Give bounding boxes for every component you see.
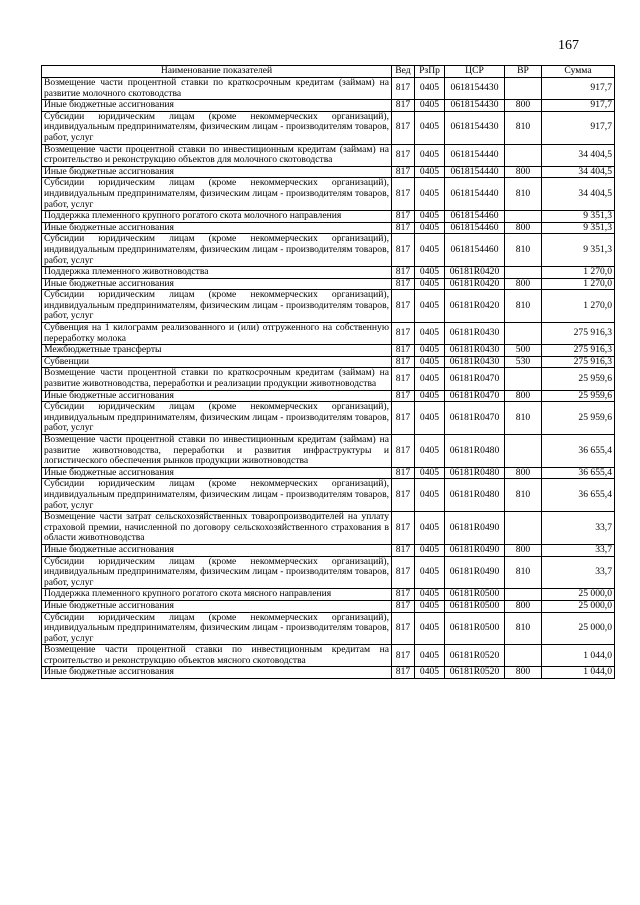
row-rzpr: 0405	[415, 345, 445, 357]
row-rzpr: 0405	[415, 211, 445, 223]
row-csr: 06181R0480	[445, 435, 505, 468]
row-vr: 810	[505, 111, 542, 144]
row-vr: 810	[505, 612, 542, 645]
table-row	[42, 368, 615, 390]
row-rzpr: 0405	[415, 368, 445, 390]
row-ved: 817	[392, 467, 415, 479]
row-vr: 800	[505, 544, 542, 556]
row-sum: 33,7	[542, 544, 615, 556]
row-sum: 36 655,4	[542, 479, 615, 512]
row-csr: 06181R0500	[445, 600, 505, 612]
row-ved: 817	[392, 323, 415, 345]
row-sum: 9 351,3	[542, 222, 615, 234]
row-name: Иные бюджетные ассигнования	[42, 600, 392, 612]
table-row	[42, 222, 615, 234]
row-sum: 33,7	[542, 556, 615, 589]
row-csr: 0618154440	[445, 144, 505, 166]
row-name: Иные бюджетные ассигнования	[42, 544, 392, 556]
row-name: Субсидии юридическим лицам (кроме некоммерческих организаций), индивидуальным предпринимателям, физическим лицам - производителям товаров, работ, услуг	[42, 111, 392, 144]
row-sum: 275 916,3	[542, 323, 615, 345]
row-csr: 06181R0430	[445, 323, 505, 345]
row-vr	[505, 78, 542, 100]
row-rzpr: 0405	[415, 390, 445, 402]
row-sum: 36 655,4	[542, 435, 615, 468]
row-rzpr: 0405	[415, 78, 445, 100]
row-ved: 817	[392, 479, 415, 512]
row-vr: 800	[505, 278, 542, 290]
row-sum: 1 270,0	[542, 278, 615, 290]
row-csr: 06181R0520	[445, 667, 505, 679]
table-row	[42, 234, 615, 267]
row-csr: 06181R0430	[445, 356, 505, 368]
row-csr: 06181R0430	[445, 345, 505, 357]
row-vr: 810	[505, 178, 542, 211]
row-name: Возмещение части процентной ставки по краткосрочным кредитам (займам) на развитие молочного скотоводства	[42, 78, 392, 100]
row-rzpr: 0405	[415, 667, 445, 679]
row-ved: 817	[392, 544, 415, 556]
table-row	[42, 211, 615, 223]
row-sum: 9 351,3	[542, 211, 615, 223]
row-name: Иные бюджетные ассигнования	[42, 390, 392, 402]
row-name: Поддержка племенного крупного рогатого скота молочного направления	[42, 211, 392, 223]
row-ved: 817	[392, 600, 415, 612]
row-csr: 06181R0500	[445, 589, 505, 601]
table-row	[42, 600, 615, 612]
row-ved: 817	[392, 589, 415, 601]
row-rzpr: 0405	[415, 166, 445, 178]
header-ved: Вед	[392, 66, 415, 78]
row-vr: 800	[505, 166, 542, 178]
row-ved: 817	[392, 345, 415, 357]
row-ved: 817	[392, 512, 415, 545]
row-ved: 817	[392, 645, 415, 667]
row-name: Межбюджетные трансферты	[42, 345, 392, 357]
row-sum: 25 959,6	[542, 402, 615, 435]
row-ved: 817	[392, 166, 415, 178]
table-row	[42, 178, 615, 211]
row-ved: 817	[392, 234, 415, 267]
row-name: Иные бюджетные ассигнования	[42, 100, 392, 112]
row-name: Субвенция на 1 килограмм реализованного и (или) отгруженного на собственную переработку молока	[42, 323, 392, 345]
row-csr: 06181R0480	[445, 467, 505, 479]
table-row	[42, 78, 615, 100]
row-rzpr: 0405	[415, 111, 445, 144]
table-row	[42, 667, 615, 679]
row-name: Субсидии юридическим лицам (кроме некоммерческих организаций), индивидуальным предпринимателям, физическим лицам - производителям товаров, работ, услуг	[42, 402, 392, 435]
row-sum: 25 000,0	[542, 589, 615, 601]
row-vr	[505, 267, 542, 279]
table-row	[42, 166, 615, 178]
row-vr	[505, 435, 542, 468]
row-vr: 500	[505, 345, 542, 357]
header-vr: ВР	[505, 66, 542, 78]
header-rzpr: РзПр	[415, 66, 445, 78]
row-csr: 0618154460	[445, 211, 505, 223]
row-sum: 1 270,0	[542, 267, 615, 279]
row-vr: 810	[505, 234, 542, 267]
row-csr: 06181R0490	[445, 556, 505, 589]
row-rzpr: 0405	[415, 234, 445, 267]
row-csr: 06181R0490	[445, 544, 505, 556]
row-sum: 36 655,4	[542, 467, 615, 479]
row-ved: 817	[392, 290, 415, 323]
row-ved: 817	[392, 211, 415, 223]
row-rzpr: 0405	[415, 600, 445, 612]
row-sum: 25 000,0	[542, 612, 615, 645]
row-csr: 06181R0520	[445, 645, 505, 667]
table-row	[42, 612, 615, 645]
row-csr: 06181R0470	[445, 368, 505, 390]
row-vr: 810	[505, 556, 542, 589]
row-vr	[505, 144, 542, 166]
row-ved: 817	[392, 556, 415, 589]
header-name: Наименование показателей	[42, 66, 392, 78]
row-sum: 275 916,3	[542, 345, 615, 357]
table-row	[42, 100, 615, 112]
row-rzpr: 0405	[415, 512, 445, 545]
row-vr	[505, 211, 542, 223]
row-name: Субсидии юридическим лицам (кроме некоммерческих организаций), индивидуальным предпринимателям, физическим лицам - производителям товаров, работ, услуг	[42, 234, 392, 267]
row-rzpr: 0405	[415, 178, 445, 211]
row-rzpr: 0405	[415, 479, 445, 512]
table-row	[42, 402, 615, 435]
row-name: Возмещение части затрат сельскохозяйственных товаропроизводителей на уплату страховой премии, начисленной по договору сельскохозяйственного страхования в области животноводства	[42, 512, 392, 545]
row-sum: 34 404,5	[542, 144, 615, 166]
budget-table	[41, 65, 615, 679]
row-ved: 817	[392, 435, 415, 468]
row-vr: 800	[505, 100, 542, 112]
row-rzpr: 0405	[415, 290, 445, 323]
row-ved: 817	[392, 100, 415, 112]
table-row	[42, 267, 615, 279]
table-row	[42, 556, 615, 589]
row-vr	[505, 512, 542, 545]
row-vr: 800	[505, 390, 542, 402]
row-csr: 0618154460	[445, 234, 505, 267]
row-csr: 0618154440	[445, 166, 505, 178]
row-name: Иные бюджетные ассигнования	[42, 166, 392, 178]
row-sum: 917,7	[542, 111, 615, 144]
row-name: Субсидии юридическим лицам (кроме некоммерческих организаций), индивидуальным предпринимателям, физическим лицам - производителям товаров, работ, услуг	[42, 556, 392, 589]
row-rzpr: 0405	[415, 144, 445, 166]
row-name: Иные бюджетные ассигнования	[42, 667, 392, 679]
row-vr: 800	[505, 467, 542, 479]
row-rzpr: 0405	[415, 267, 445, 279]
row-name: Субсидии юридическим лицам (кроме некоммерческих организаций), индивидуальным предпринимателям, физическим лицам - производителям товаров, работ, услуг	[42, 612, 392, 645]
row-rzpr: 0405	[415, 467, 445, 479]
row-csr: 06181R0500	[445, 612, 505, 645]
row-name: Субвенции	[42, 356, 392, 368]
table-row	[42, 544, 615, 556]
table-row	[42, 435, 615, 468]
row-ved: 817	[392, 356, 415, 368]
row-sum: 917,7	[542, 78, 615, 100]
row-sum: 33,7	[542, 512, 615, 545]
row-sum: 1 044,0	[542, 645, 615, 667]
row-sum: 25 959,6	[542, 368, 615, 390]
row-csr: 06181R0470	[445, 402, 505, 435]
row-sum: 9 351,3	[542, 234, 615, 267]
row-name: Иные бюджетные ассигнования	[42, 222, 392, 234]
row-csr: 06181R0420	[445, 278, 505, 290]
row-vr: 810	[505, 290, 542, 323]
row-ved: 817	[392, 278, 415, 290]
row-rzpr: 0405	[415, 278, 445, 290]
row-ved: 817	[392, 667, 415, 679]
table-row	[42, 479, 615, 512]
row-rzpr: 0405	[415, 435, 445, 468]
row-csr: 06181R0470	[445, 390, 505, 402]
row-rzpr: 0405	[415, 612, 445, 645]
row-ved: 817	[392, 111, 415, 144]
row-ved: 817	[392, 390, 415, 402]
row-name: Субсидии юридическим лицам (кроме некоммерческих организаций), индивидуальным предпринимателям, физическим лицам - производителям товаров, работ, услуг	[42, 178, 392, 211]
row-name: Поддержка племенного крупного рогатого скота мясного направления	[42, 589, 392, 601]
row-sum: 1 044,0	[542, 667, 615, 679]
row-csr: 0618154430	[445, 78, 505, 100]
row-rzpr: 0405	[415, 402, 445, 435]
row-name: Субсидии юридическим лицам (кроме некоммерческих организаций), индивидуальным предпринимателям, физическим лицам - производителям товаров, работ, услуг	[42, 290, 392, 323]
row-rzpr: 0405	[415, 556, 445, 589]
row-vr: 800	[505, 600, 542, 612]
row-ved: 817	[392, 612, 415, 645]
row-vr	[505, 589, 542, 601]
table-row	[42, 278, 615, 290]
row-ved: 817	[392, 368, 415, 390]
row-name: Возмещение части процентной ставки по инвестиционным кредитам (займам) на строительство и реконструкцию объектов для молочного скотоводства	[42, 144, 392, 166]
table-row	[42, 111, 615, 144]
row-csr: 0618154430	[445, 111, 505, 144]
page-number: 167	[558, 38, 579, 53]
table-row	[42, 356, 615, 368]
table-row	[42, 512, 615, 545]
row-csr: 06181R0420	[445, 267, 505, 279]
row-rzpr: 0405	[415, 356, 445, 368]
row-vr: 810	[505, 479, 542, 512]
row-sum: 25 000,0	[542, 600, 615, 612]
row-name: Возмещение части процентной ставки по инвестиционным кредитам на строительство и реконструкцию объектов мясного скотоводства	[42, 645, 392, 667]
row-name: Поддержка племенного животноводства	[42, 267, 392, 279]
table-row	[42, 144, 615, 166]
row-rzpr: 0405	[415, 222, 445, 234]
row-rzpr: 0405	[415, 544, 445, 556]
row-name: Субсидии юридическим лицам (кроме некоммерческих организаций), индивидуальным предпринимателям, физическим лицам - производителям товаров, работ, услуг	[42, 479, 392, 512]
table-row	[42, 645, 615, 667]
table-row	[42, 345, 615, 357]
row-name: Возмещение части процентной ставки по краткосрочным кредитам (займам) на развитие животноводства, переработки и реализации продукции животноводства	[42, 368, 392, 390]
row-csr: 06181R0480	[445, 479, 505, 512]
row-name: Возмещение части процентной ставки по инвестиционным кредитам (займам) на развитие животноводства, переработки и развития инфраструктуры и логистического обеспечения рынков продукции животноводства	[42, 435, 392, 468]
row-vr: 800	[505, 667, 542, 679]
header-csr: ЦСР	[445, 66, 505, 78]
row-name: Иные бюджетные ассигнования	[42, 467, 392, 479]
row-csr: 0618154440	[445, 178, 505, 211]
row-vr: 810	[505, 402, 542, 435]
row-csr: 06181R0420	[445, 290, 505, 323]
table-row	[42, 290, 615, 323]
row-rzpr: 0405	[415, 589, 445, 601]
row-vr	[505, 368, 542, 390]
row-ved: 817	[392, 144, 415, 166]
table-body	[42, 78, 615, 679]
row-name: Иные бюджетные ассигнования	[42, 278, 392, 290]
row-csr: 06181R0490	[445, 512, 505, 545]
row-sum: 34 404,5	[542, 166, 615, 178]
row-sum: 1 270,0	[542, 290, 615, 323]
row-sum: 25 959,6	[542, 390, 615, 402]
row-ved: 817	[392, 222, 415, 234]
row-ved: 817	[392, 178, 415, 211]
row-sum: 34 404,5	[542, 178, 615, 211]
table-row	[42, 589, 615, 601]
row-csr: 0618154460	[445, 222, 505, 234]
row-vr	[505, 645, 542, 667]
row-csr: 0618154430	[445, 100, 505, 112]
row-vr	[505, 323, 542, 345]
row-ved: 817	[392, 78, 415, 100]
row-ved: 817	[392, 402, 415, 435]
row-rzpr: 0405	[415, 645, 445, 667]
row-sum: 917,7	[542, 100, 615, 112]
row-rzpr: 0405	[415, 100, 445, 112]
row-sum: 275 916,3	[542, 356, 615, 368]
header-sum: Сумма	[542, 66, 615, 78]
table-row	[42, 323, 615, 345]
row-vr: 530	[505, 356, 542, 368]
table-header-row	[42, 66, 615, 78]
row-vr: 800	[505, 222, 542, 234]
row-ved: 817	[392, 267, 415, 279]
table-row	[42, 390, 615, 402]
row-rzpr: 0405	[415, 323, 445, 345]
table-row	[42, 467, 615, 479]
